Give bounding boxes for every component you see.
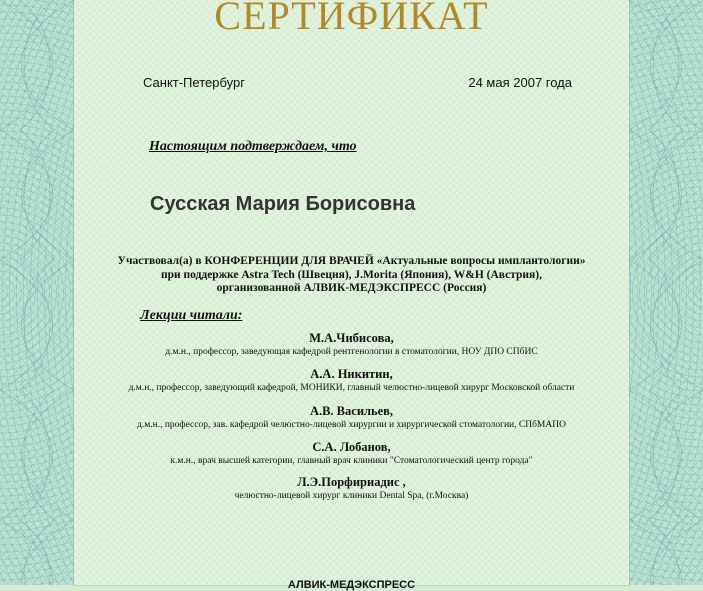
lecturer-name: М.А.Чибисова, [309, 331, 394, 345]
organizer-footer: АЛВИК-МЕДЭКСПРЕСС [287, 579, 416, 591]
lecturers-heading: Лекции читали: [140, 308, 243, 323]
confirmation-text: Настоящим подтверждаем, что [149, 139, 357, 154]
lecturer-name: А.А. Никитин, [310, 367, 393, 381]
date-label: 24 мая 2007 года [468, 75, 572, 90]
lecturer-description: д.м.н., профессор, зав. кафедрой челюстно-лицевой хирургии и хирургической стоматологии, СПбМАПО [137, 420, 566, 430]
lecturer-entry [80, 403, 623, 432]
city-label: Санкт-Петербург [143, 75, 245, 90]
participation-line: организованной АЛВИК-МЕДЭКСПРЕСС (Россия) [216, 282, 487, 294]
participation-line: Участвовал(а) в КОНФЕРЕНЦИИ ДЛЯ ВРАЧЕЙ «Актуальные вопросы имплантологии» [117, 255, 586, 267]
right-guilloche-ornament [629, 0, 703, 585]
participation-statement [90, 255, 613, 296]
lecturer-description: к.м.н., врач высшей категории, главный врач клиники "Стоматологический центр города" [170, 456, 533, 466]
lecturer-name: Л.Э.Порфириадис , [297, 475, 406, 489]
lecturer-description: челюстно-лицевой хирург клиники Dental Spa, (г.Москва) [234, 491, 469, 501]
participation-line: при поддержке Astra Tech (Швеция), J.Morita (Япония), W&H (Австрия), [161, 268, 542, 281]
lecturer-name: А.В. Васильев, [309, 404, 394, 418]
lecturer-entry [80, 439, 623, 468]
lecturer-description: д.м.н., профессор, заведующий кафедрой, МОНИКИ, главный челюстно-лицевой хирург Московской области [128, 383, 575, 393]
lecturer-entry [80, 330, 623, 359]
recipient-name: Сусская Мария Борисовна [150, 193, 416, 215]
lecturer-entry [80, 474, 623, 503]
certificate-title: СЕРТИФИКАТ [214, 0, 489, 38]
place-date-row [143, 75, 572, 90]
left-guilloche-ornament [0, 0, 74, 585]
lecturer-name: С.А. Лобанов, [312, 440, 391, 454]
lecturer-entry [80, 366, 623, 395]
lecturer-description: д.м.н., профессор, заведующая кафедрой рентгенологии в стоматологии, НОУ ДПО СПбИС [165, 347, 538, 357]
